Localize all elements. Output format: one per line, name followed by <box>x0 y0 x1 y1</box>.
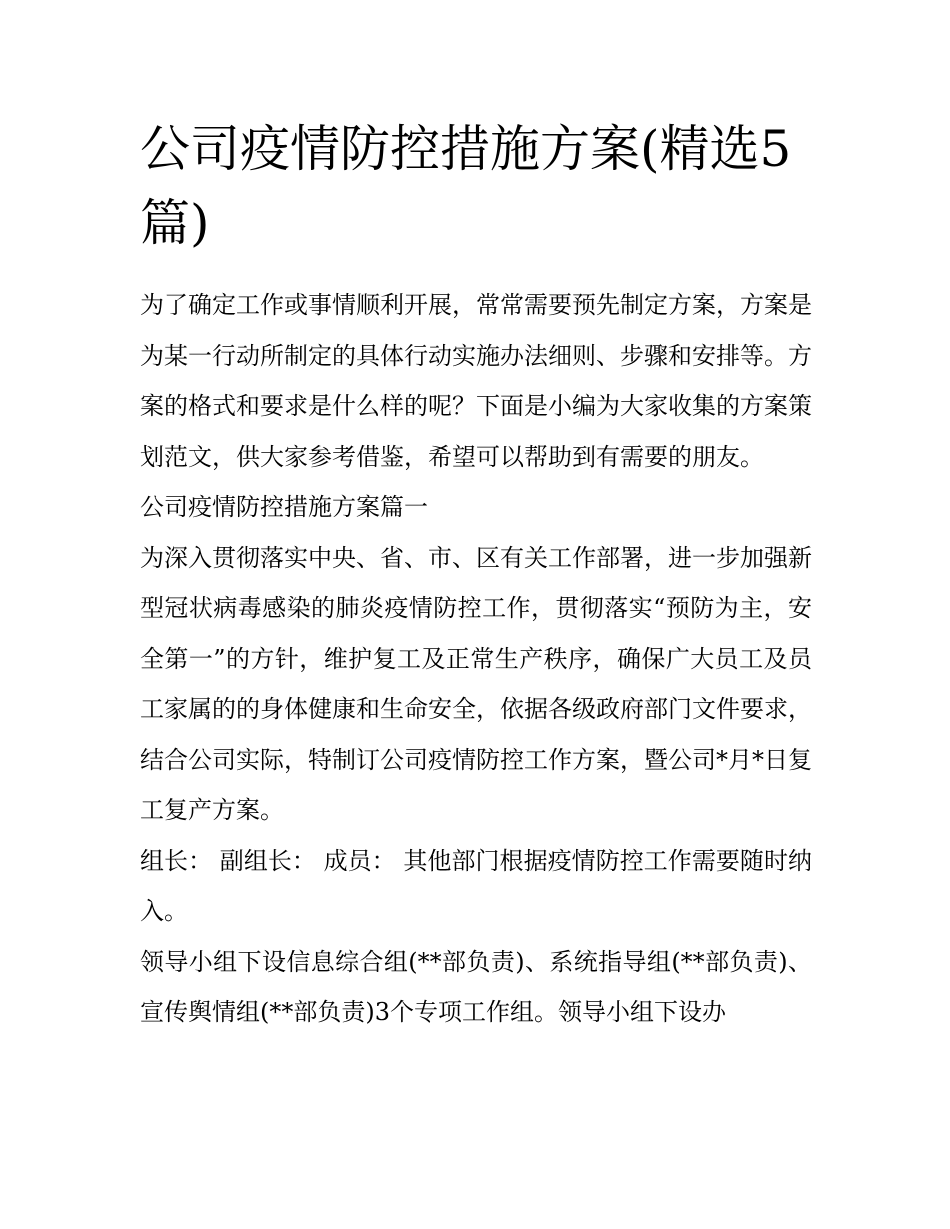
purpose-paragraph: 为深入贯彻落实中央、省、市、区有关工作部署，进一步加强新型冠状病毒感染的肺炎疫情防控工作，贯彻落实“预防为主，安全第一”的方针，维护复工及正常生产秩序，确保广大员工及员工家属的的身体健康和生命安全，依据各级政府部门文件要求，结合公司实际，特制订公司疫情防控工作方案，暨公司*月*日复工复产方案。 <box>140 543 812 824</box>
section-heading: 公司疫情防控措施方案篇一 <box>140 493 428 521</box>
document-body <box>140 280 812 1038</box>
team-paragraph: 组长： 副组长： 成员： 其他部门根据疫情防控工作需要随时纳入。 <box>140 846 812 925</box>
subgroups-paragraph: 领导小组下设信息综合组(**部负责)、系统指导组(**部负责)、宣传舆情组(**部负责)3个专项工作组。领导小组下设办 <box>140 947 812 1026</box>
document-title: 公司疫情防控措施方案(精选5篇) <box>140 120 792 252</box>
document-content <box>140 112 812 1038</box>
intro-paragraph: 为了确定工作或事情顺利开展，常常需要预先制定方案，方案是为某一行动所制定的具体行动实施办法细则、步骤和安排等。方案的格式和要求是什么样的呢？下面是小编为大家收集的方案策划范文，供大家参考借鉴，希望可以帮助到有需要的朋友。 <box>140 291 812 471</box>
